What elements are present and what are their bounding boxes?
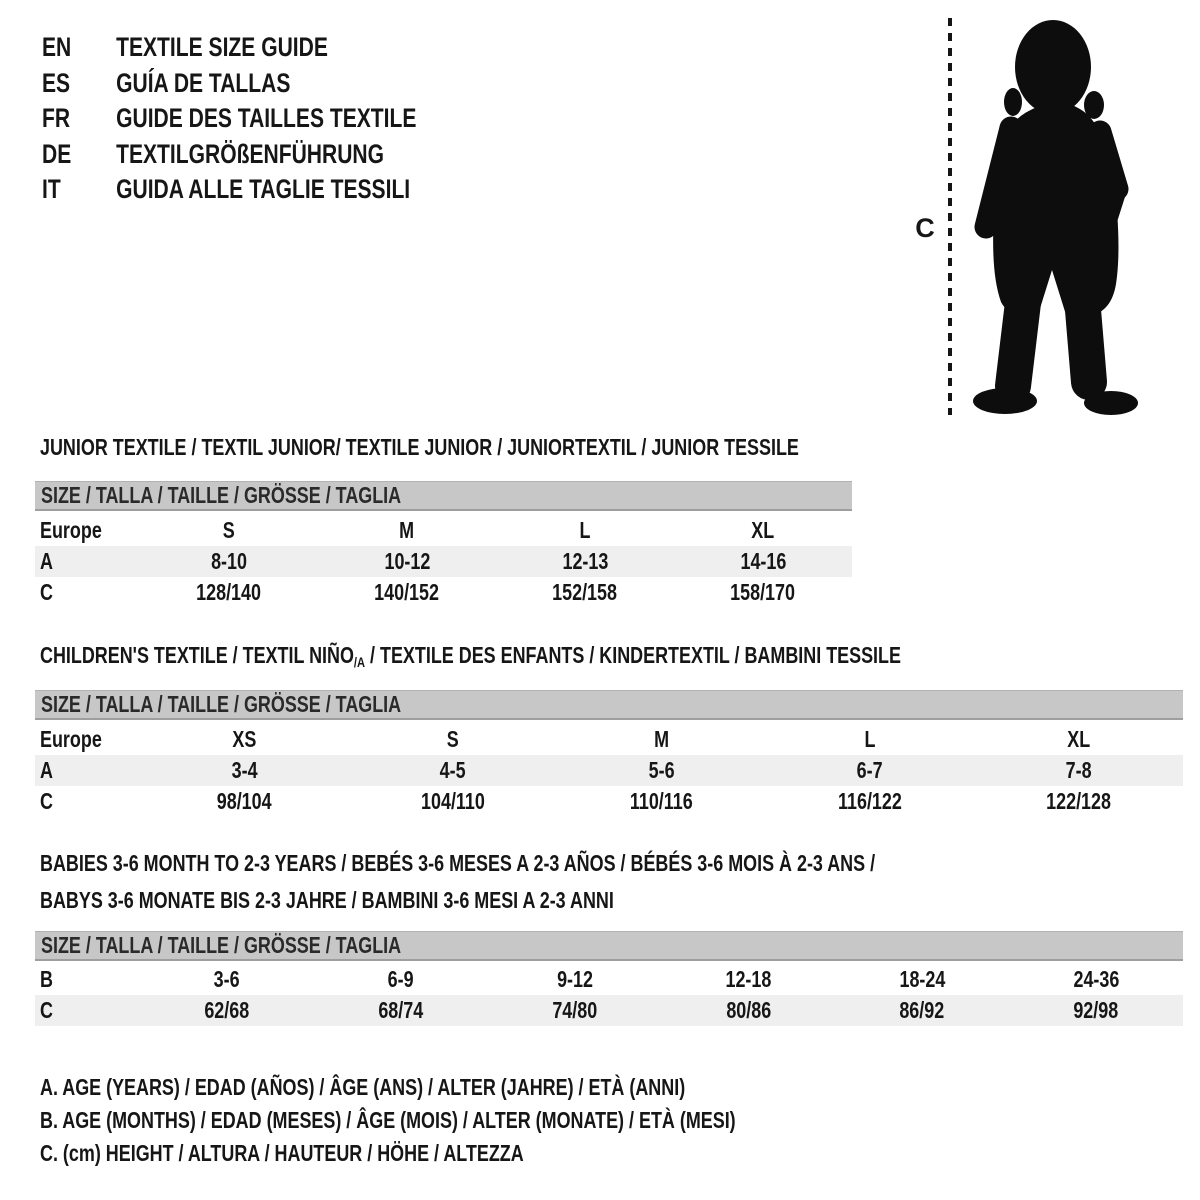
nino-a-subscript: /A [353, 654, 366, 671]
region-label: Europe [40, 726, 102, 752]
guide-title-en: TEXTILE SIZE GUIDE [116, 32, 328, 62]
size-col-l: L [864, 726, 876, 752]
children-columns-row [35, 723, 1183, 755]
children-size-table [35, 690, 1183, 817]
babies-size-header-bar: SIZE / TALLA / TAILLE / GRÖSSE / TAGLIA [35, 931, 1183, 961]
age-value: 6-7 [857, 757, 884, 783]
lang-code: DE [42, 138, 72, 169]
legend-line-a: A. AGE (YEARS) / EDAD (AÑOS) / ÂGE (ANS) / ALTER (JAHRE) / ETÀ (ANNI) [40, 1074, 686, 1100]
junior-height-row [35, 577, 852, 608]
size-col-s: S [446, 726, 459, 752]
months-value: 12-18 [725, 966, 772, 992]
lang-code: EN [42, 32, 72, 62]
size-col-m: M [653, 726, 669, 752]
months-value: 6-9 [387, 966, 414, 992]
height-value: 140/152 [374, 579, 440, 605]
row-label-a: A [40, 548, 53, 574]
height-value: 68/74 [378, 997, 424, 1023]
measure-legend [40, 1071, 932, 1170]
legend-line-c: C. (cm) HEIGHT / ALTURA / HAUTEUR / HÖHE / ALTEZZA [40, 1140, 524, 1166]
babies-months-row [35, 964, 1183, 995]
row-label-c: C [40, 579, 53, 605]
lang-row-fr [42, 101, 522, 137]
age-value: 4-5 [439, 757, 466, 783]
months-value: 3-6 [213, 966, 240, 992]
size-col-xs: XS [232, 726, 257, 752]
junior-size-header-bar: SIZE / TALLA / TAILLE / GRÖSSE / TAGLIA [35, 481, 852, 511]
lang-row-de [42, 137, 522, 173]
lang-row-es [42, 66, 522, 102]
row-label-c: C [40, 788, 53, 814]
height-value: 92/98 [1073, 997, 1119, 1023]
row-label-a: A [40, 757, 53, 783]
age-value: 7-8 [1065, 757, 1092, 783]
lang-code: IT [42, 174, 61, 204]
children-section-title: CHILDREN'S TEXTILE / TEXTIL NIÑO/A / TEXTILE DES ENFANTS / KINDERTEXTIL / BAMBINI TESSILE [40, 642, 901, 671]
height-value: 74/80 [552, 997, 598, 1023]
guide-title-es: GUÍA DE TALLAS [116, 67, 291, 98]
age-value: 10-12 [384, 548, 430, 574]
height-value: 116/122 [838, 788, 903, 814]
size-col-s: S [223, 517, 235, 543]
toddler-silhouette-icon [963, 14, 1147, 418]
size-col-xl: XL [751, 517, 775, 543]
lang-row-en [42, 30, 522, 66]
height-value: 104/110 [420, 788, 485, 814]
height-marker-label: C [915, 213, 935, 243]
size-col-m: M [399, 517, 415, 543]
children-size-header-bar: SIZE / TALLA / TAILLE / GRÖSSE / TAGLIA [35, 690, 1183, 720]
language-title-list [42, 30, 522, 208]
row-label-b: B [40, 966, 53, 992]
guide-title-it: GUIDA ALLE TAGLIE TESSILI [116, 174, 411, 204]
age-value: 5-6 [648, 757, 675, 783]
height-value: 128/140 [196, 579, 262, 605]
age-value: 8-10 [211, 548, 247, 574]
months-value: 24-36 [1073, 966, 1119, 992]
height-value: 86/92 [899, 997, 945, 1023]
children-height-row [35, 786, 1183, 817]
babies-size-table [35, 931, 1183, 1026]
guide-title-fr: GUIDE DES TAILLES TEXTILE [116, 103, 417, 133]
lang-code: ES [42, 67, 71, 98]
height-value: 152/158 [552, 579, 618, 605]
region-label: Europe [40, 517, 102, 543]
babies-title-line2: BABYS 3-6 MONATE BIS 2-3 JAHRE / BAMBINI 3-6 MESI A 2-3 ANNI [40, 887, 614, 913]
junior-age-row [35, 546, 852, 577]
junior-section-title: JUNIOR TEXTILE / TEXTIL JUNIOR/ TEXTILE JUNIOR / JUNIORTEXTIL / JUNIOR TESSILE [40, 434, 799, 460]
months-value: 18-24 [899, 966, 946, 992]
junior-columns-row [35, 514, 852, 546]
height-value: 110/116 [630, 788, 693, 814]
months-value: 9-12 [556, 966, 593, 992]
height-value: 98/104 [216, 788, 272, 814]
guide-title-de: TEXTILGRÖßENFÜHRUNG [116, 138, 385, 169]
row-label-c: C [40, 997, 53, 1023]
height-value: 80/86 [725, 997, 771, 1023]
junior-size-table [35, 481, 852, 608]
height-value: 62/68 [204, 997, 250, 1023]
babies-section-title [40, 845, 1111, 919]
babies-title-line1: BABIES 3-6 MONTH TO 2-3 YEARS / BEBÉS 3-6 MESES A 2-3 AÑOS / BÉBÉS 3-6 MOIS À 2-3 ANS / [40, 850, 876, 876]
height-dashed-line [948, 18, 952, 415]
age-value: 14-16 [740, 548, 786, 574]
lang-row-it [42, 172, 522, 208]
babies-height-row [35, 995, 1183, 1026]
size-col-xl: XL [1067, 726, 1091, 752]
lang-code: FR [42, 103, 71, 133]
legend-line-b: B. AGE (MONTHS) / EDAD (MESES) / ÂGE (MOIS) / ALTER (MONATE) / ETÀ (MESI) [40, 1107, 736, 1133]
children-age-row [35, 755, 1183, 786]
age-value: 12-13 [562, 548, 608, 574]
height-value: 158/170 [730, 579, 796, 605]
size-col-l: L [579, 517, 591, 543]
age-value: 3-4 [231, 757, 258, 783]
height-value: 122/128 [1046, 788, 1112, 814]
